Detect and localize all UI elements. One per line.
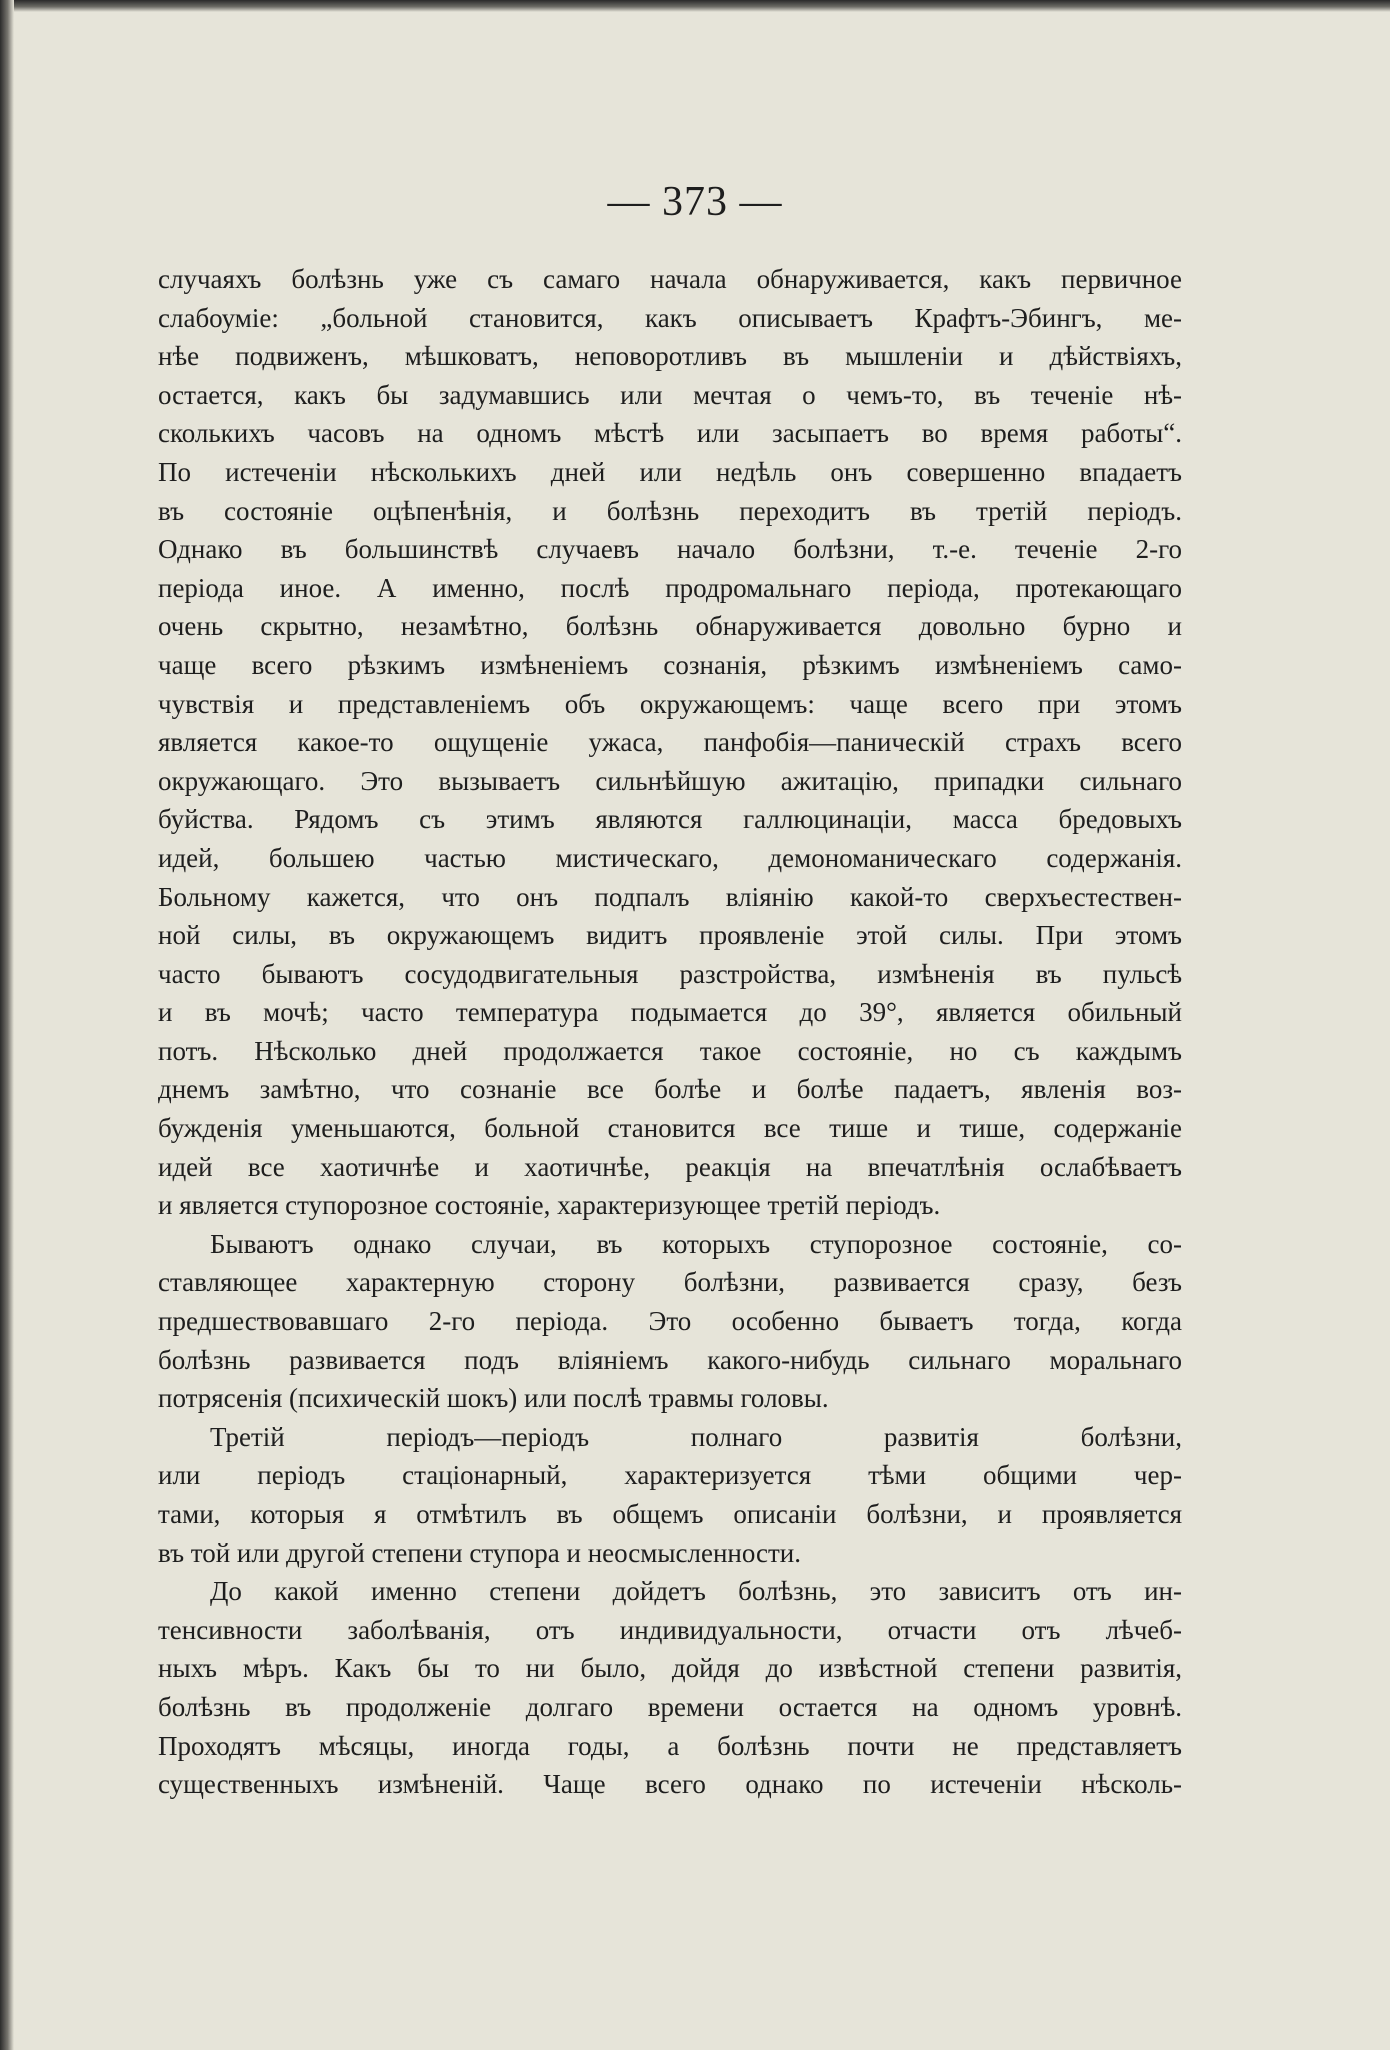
text-line: Однако въ большинствѣ случаевъ начало болѣзни, т.-е. теченіе 2-го xyxy=(158,534,1182,565)
text-line: слабоуміе: „больной становится, какъ описываетъ Крафтъ-Эбингъ, ме- xyxy=(158,302,1182,333)
text-line: днемъ замѣтно, что сознаніе все болѣе и болѣе падаетъ, явленія воз- xyxy=(158,1074,1182,1105)
text-line: тенсивности заболѣванія, отъ индивидуальности, отчасти отъ лѣчеб- xyxy=(158,1614,1182,1645)
text-line: чувствія и представленіемъ объ окружающемъ: чаще всего при этомъ xyxy=(158,688,1182,719)
text-line: чаще всего рѣзкимъ измѣненіемъ сознанія, рѣзкимъ измѣненіемъ само- xyxy=(158,649,1182,680)
text-line: По истеченіи нѣсколькихъ дней или недѣль онъ совершенно впадаетъ xyxy=(158,456,1182,487)
text-line: Проходятъ мѣсяцы, иногда годы, а болѣзнь почти не представляетъ xyxy=(158,1730,1182,1761)
scan-top-edge xyxy=(0,0,1390,12)
text-line: очень скрытно, незамѣтно, болѣзнь обнаруживается довольно бурно и xyxy=(158,611,1182,642)
text-line: въ состояніе оцѣпенѣнія, и болѣзнь переходитъ въ третій періодъ. xyxy=(158,495,1182,526)
text-line: или періодъ стаціонарный, характеризуется тѣми общими чер- xyxy=(158,1460,1182,1491)
text-line: въ той или другой степени ступора и неосмысленности. xyxy=(158,1537,802,1568)
text-line: потрясенія (психическій шокъ) или послѣ травмы головы. xyxy=(158,1383,829,1414)
text-line: окружающаго. Это вызываетъ сильнѣйшую ажитацію, припадки сильнаго xyxy=(158,765,1182,796)
text-line: нѣе подвиженъ, мѣшковатъ, неповоротливъ въ мышленіи и дѣйствіяхъ, xyxy=(158,341,1182,372)
text-line: Бываютъ однако случаи, въ которыхъ ступорозное состояніе, со- xyxy=(210,1228,1182,1259)
text-line: идей все хаотичнѣе и хаотичнѣе, реакція на впечатлѣнія ослабѣваетъ xyxy=(158,1151,1182,1182)
text-line: Третій періодъ—періодъ полнаго развитія болѣзни, xyxy=(210,1421,1182,1452)
text-line: является какое-то ощущеніе ужаса, панфобія—паническій страхъ всего xyxy=(158,727,1182,758)
text-line: идей, большею частью мистическаго, демономаническаго содержанія. xyxy=(158,842,1182,873)
text-line: случаяхъ болѣзнь уже съ самаго начала обнаруживается, какъ первичное xyxy=(158,264,1182,294)
text-line: бужденія уменьшаются, больной становится все тише и тише, содержаніе xyxy=(158,1113,1182,1144)
text-line: остается, какъ бы задумавшись или мечтая о чемъ-то, въ теченіе нѣ- xyxy=(158,379,1182,410)
text-line: ставляющее характерную сторону болѣзни, развивается сразу, безъ xyxy=(158,1267,1182,1298)
text-line: часто бываютъ сосудодвигательныя разстройства, измѣненія въ пульсѣ xyxy=(158,958,1182,989)
scan-binding-edge xyxy=(0,0,14,2050)
text-line: буйства. Рядомъ съ этимъ являются галлюцинаціи, масса бредовыхъ xyxy=(158,804,1182,835)
text-line: тами, которыя я отмѣтилъ въ общемъ описаніи болѣзни, и проявляется xyxy=(158,1499,1182,1529)
text-line: и является ступорозное состояніе, характеризующее третій періодъ. xyxy=(158,1190,941,1221)
text-line: періода иное. А именно, послѣ продромальнаго періода, протекающаго xyxy=(158,572,1182,603)
text-line: существенныхъ измѣненій. Чаще всего однако по истеченіи нѣсколь- xyxy=(158,1769,1182,1800)
text-line: болѣзнь въ продолженіе долгаго времени остается на одномъ уровнѣ. xyxy=(158,1691,1182,1722)
text-line: сколькихъ часовъ на одномъ мѣстѣ или засыпаетъ во время работы“. xyxy=(158,418,1182,449)
text-line: ной силы, въ окружающемъ видитъ проявленіе этой силы. При этомъ xyxy=(158,920,1182,951)
text-line: болѣзнь развивается подъ вліяніемъ какого-нибудь сильнаго моральнаго xyxy=(158,1344,1182,1375)
page-number: — 373 — xyxy=(607,179,783,225)
text-line: и въ мочѣ; часто температура подымается до 39°, является обильный xyxy=(158,997,1182,1028)
text-line: Больному кажется, что онъ подпалъ вліянію какой-то сверхъестествен- xyxy=(158,881,1182,912)
text-line: потъ. Нѣсколько дней продолжается такое состояніе, но съ каждымъ xyxy=(158,1035,1182,1066)
text-line: ныхъ мѣръ. Какъ бы то ни было, дойдя до извѣстной степени развитія, xyxy=(158,1653,1182,1684)
body-text xyxy=(158,260,1182,1804)
text-line: предшествовавшаго 2-го періода. Это особенно бываетъ тогда, когда xyxy=(158,1306,1182,1337)
text-line: До какой именно степени дойдетъ болѣзнь, это зависитъ отъ ин- xyxy=(210,1576,1182,1607)
